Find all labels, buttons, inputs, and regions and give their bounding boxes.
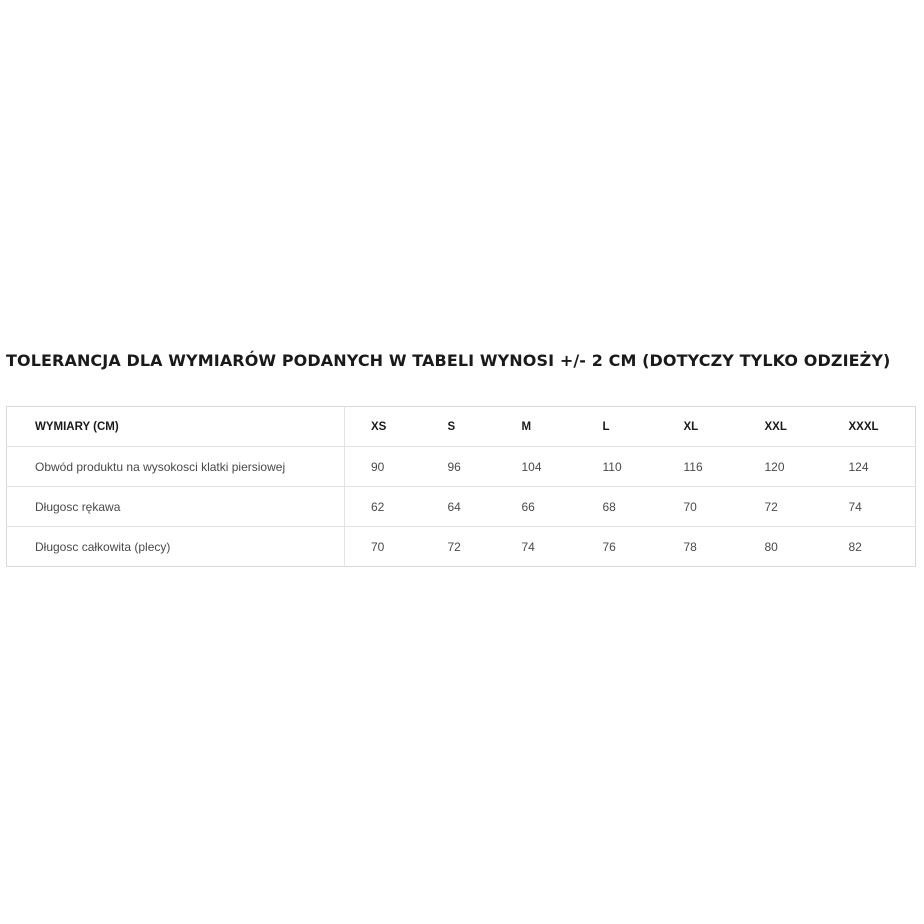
table-cell: 120 xyxy=(739,447,823,487)
header-size-xl: XL xyxy=(683,420,699,433)
table-cell: 70 xyxy=(345,527,422,567)
table-cell: 70 xyxy=(658,487,739,527)
header-size-xxl: XXL xyxy=(764,420,787,433)
table-cell: 90 xyxy=(345,447,422,487)
table-cell: 82 xyxy=(823,527,916,567)
page-title: TOLERANCJA DLA WYMIARÓW PODANYCH W TABELI WYNOSI +/- 2 CM (DOTYCZY TYLKO ODZIEŻY) xyxy=(6,351,891,370)
table-cell: 124 xyxy=(823,447,916,487)
table-cell: 110 xyxy=(577,447,658,487)
table-cell: 78 xyxy=(658,527,739,567)
table-cell: 96 xyxy=(422,447,496,487)
table-cell: 74 xyxy=(496,527,577,567)
table-cell: 74 xyxy=(823,487,916,527)
table-cell: 104 xyxy=(496,447,577,487)
header-size-m: M xyxy=(521,420,532,433)
header-size-xxxl: XXXL xyxy=(848,420,879,433)
table-cell: 64 xyxy=(422,487,496,527)
table-row xyxy=(7,447,916,487)
table-cell: 62 xyxy=(345,487,422,527)
table-row xyxy=(7,527,916,567)
row-label-cell: Obwód produktu na wysokosci klatki piersiowej xyxy=(7,447,345,487)
table-cell: 76 xyxy=(577,527,658,567)
table-cell: 66 xyxy=(496,487,577,527)
header-size-s: S xyxy=(447,420,456,433)
table-header-row xyxy=(7,407,916,447)
table-cell: 72 xyxy=(422,527,496,567)
size-chart-table xyxy=(6,406,916,567)
table-cell: 80 xyxy=(739,527,823,567)
header-size-l: L xyxy=(602,420,610,433)
header-label-cell: WYMIARY (CM) xyxy=(7,407,345,447)
table-cell: 116 xyxy=(658,447,739,487)
header-size-xs: XS xyxy=(371,420,387,433)
row-label-cell: Długosc rękawa xyxy=(7,487,345,527)
row-label-cell: Długosc całkowita (plecy) xyxy=(7,527,345,567)
table-cell: 68 xyxy=(577,487,658,527)
table-row xyxy=(7,487,916,527)
table-cell: 72 xyxy=(739,487,823,527)
